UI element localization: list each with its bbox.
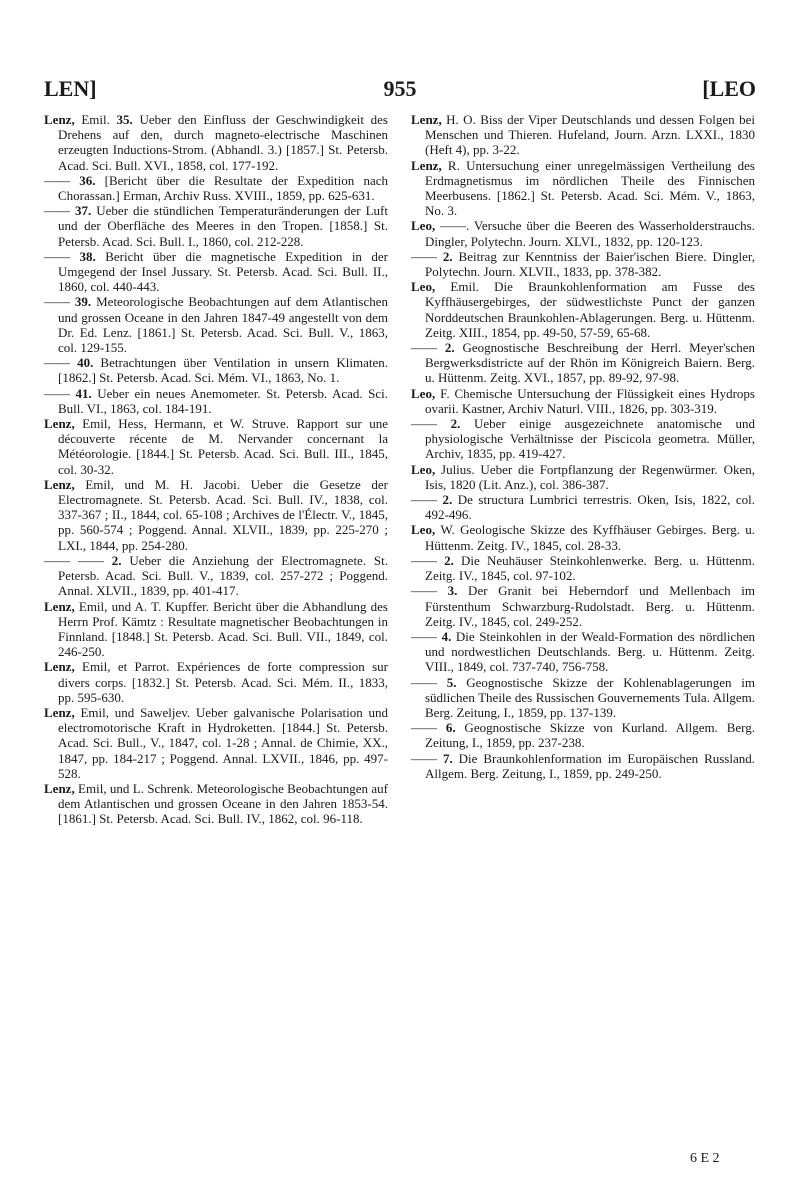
entry-text: Die Steinkohlen in der Weald-Formation des nördlichen und nordwestlichen Deutschlands. Berg. u. Hüttenm. Zeitg. VIII., 1849, col. 737-740, 756-758. [425,628,755,675]
left-column [44,112,388,827]
bibliography-entry [44,705,388,781]
page-header [44,76,756,106]
entry-author-detail: —— [411,674,437,690]
bibliography-entry [44,416,388,477]
entry-author-detail: —— [411,416,437,432]
bibliography-entry [44,659,388,705]
entry-author-detail: Emil, und M. H. Jacobi. [85,476,240,492]
entry-author-detail: —— [44,172,70,188]
entry-author-detail: —— [411,628,437,644]
bibliography-entry [411,386,755,416]
entry-text: Biss der Viper Deutschlands und dessen Folgen bei Menschen und Thieren. Hufeland, Journ. Arzn. LXXI., 1830 (Heft 4), pp. 3-22. [425,112,755,158]
bibliography-entry [411,158,755,219]
entry-author-detail: Emil, und L. Schrenk. [78,780,194,796]
entry-text: Die Neuhäuser Steinkohlenwerke. Berg. u. Hüttenm. Zeitg. IV., 1845, col. 97-102. [425,552,756,584]
bibliography-entry [411,675,755,721]
entry-author: Lenz, [411,157,448,173]
bibliography-entry [44,599,388,660]
bibliography-entry [411,416,755,462]
entry-author: Lenz, [44,780,79,796]
bibliography-entry [411,249,755,279]
entry-number: 2. [437,340,455,356]
bibliography-entry [44,294,388,355]
entry-text: Die Braunkohlenformation am Fusse des Kyffhäusergebirges, der südwestlichste Punct der ganzen Norddeutschen Braunkohlen-Ablagerungen. Berg. u. Hüttenm. Zeitg. XIII., 1854, pp. 49-50, 57-59, 65-68. [425,279,755,340]
entry-number: 2. [437,552,454,568]
entry-author: Lenz, [44,659,82,675]
bibliography-entry [44,355,388,385]
entry-text: Betrachtungen über Ventilation in unsern Klimaten. [1862.] St. Petersb. Acad. Sci. Mém. VI., 1863, No. 1. [58,355,388,386]
entry-number: 40. [70,355,94,371]
bibliography-entry [411,279,755,340]
entry-number: 2. [437,416,461,432]
entry-text: Ueber die Gesetze der Electromagnete. St. Petersb. Acad. Sci. Bull. IV., 1838, col. 337-367 ; II., 1844, col. 65-108 ; Archives de l'Électr. V., 1845, pp. 560-574 ; Poggend. Annal. XLVII., 1839, pp. 225-270 ; LXI., 1844, pp. 254-280. [58,476,388,553]
entry-author-detail: Emil, und A. T. Kupffer. [78,598,209,614]
entry-author-detail: —— [411,552,437,568]
entry-author-detail: Emil, et Parrot. [82,659,170,675]
bibliography-entry [411,751,755,781]
entry-number: 7. [437,750,453,766]
entry-number: 2. [103,552,122,568]
entry-author-detail: —— [411,583,437,599]
entry-text: Meteorologische Beobachtungen auf dem Atlantischen und grossen Oceane in den Jahren 1853-54. [1861.] St. Petersb. Acad. Sci. Bull. IV., 1862, col. 96-118. [58,780,388,827]
entry-author: Leo, [411,461,442,477]
entry-author-detail: Julius. [441,461,475,477]
entry-text: Bericht über die magnetische Expedition in der Umgegend der Insel Jussary. St. Petersb. Acad. Sci. Bull. II., 1860, col. 440-443. [58,248,389,295]
entry-text: Meteorologische Beobachtungen auf dem Atlantischen und grossen Oceane in den Jahren 1847-49 angestellt von dem Dr. Ed. Lenz. [1861.] St. Petersb. Acad. Sci. Bull. V., 1863, col. 129-155. [58,294,389,356]
entry-author-detail: —— —— [44,552,104,568]
bibliography-entry [411,583,755,629]
entry-author: Lenz, [44,704,81,720]
entry-text: Ueber ein neues Anemometer. St. Petersb. Acad. Sci. Bull. VI., 1863, col. 184-191. [58,385,389,416]
entry-author-detail: W. [440,522,455,538]
entry-author-detail: R. [447,157,460,173]
entry-text: Die Braunkohlenformation im Europäischen Russland. Allgem. Berg. Zeitung, I., 1859, pp. 249-250. [425,750,755,781]
bibliography-entry [411,340,755,386]
entry-text: Ueber die Anziehung der Electromagnete. St. Petersb. Acad. Sci. Bull. V., 1839, col. 257-272 ; Poggend. Annal. XLVII., 1839, pp. 401-417. [58,552,389,599]
entry-author-detail: ——. [440,218,470,234]
entry-author: Lenz, [44,598,79,614]
entry-text: Untersuchung einer unregelmässigen Vertheilung des Erdmagnetismus im nördlichen Theile des Finnischen Meerbusens. [1862.] St. Petersb. Acad. Sci. Mém. V., 1863, No. 3. [425,157,755,219]
bibliography-entry [411,720,755,750]
entry-text: Der Granit bei Heberndorf und Mellenbach im Fürstenthum Schwarzburg-Rudolstadt. Berg. u. Hüttenm. Zeitg. IV., 1845, col. 249-252. [425,583,755,629]
entry-author-detail: —— [411,340,437,356]
entry-text: De structura Lumbrici terrestris. Oken, Isis, 1822, col. 492-496. [425,492,755,523]
entry-number: 37. [70,203,92,219]
bibliography-entry [44,173,388,203]
page-number: 955 [383,76,417,101]
entry-author-detail: Emil. [450,279,479,295]
bibliography-entry [44,386,388,416]
bibliography-entry [411,522,755,552]
entry-text: Expériences de forte compression sur divers corps. [1832.] St. Petersb. Acad. Sci. Mém. II., 1833, pp. 595-630. [58,659,388,705]
entry-text: Beitrag zur Kenntniss der Baier'ischen Biere. Dingler, Polytechn. Journ. XLVII., 1833, pp. 378-382. [425,248,755,280]
bibliography-entry [411,553,755,583]
entry-text: Ueber einige ausgezeichnete anatomische und physiologische Verhältnisse der Piscicola geometra. Müller, Archiv, 1835, pp. 419-427. [425,416,756,462]
entry-number: 2. [437,248,453,264]
entry-author: Lenz, [44,416,83,432]
entry-text: Ueber die stündlichen Temperaturänderungen der Luft und der Oberfläche des Meeres in den Tropen. [1858.] St. Petersb. Acad. Sci. Bull. I., 1860, col. 212-228. [58,203,389,249]
bibliography-entry [44,781,388,827]
entry-text: Ueber galvanische Polarisation und electromotorische Kraft in Hydroketten. [1844.] St. Petersb. Acad. Sci. Bull., V., 1847, col. 1-28 ; Annal. de Chimie, XX., 1847, pp. 184-217 ; Poggend. Annal. LXVII., 1846, pp. 497-528. [58,704,388,781]
bibliography-entry [44,553,388,599]
entry-text: Ueber die Fortpflanzung der Regenwürmer. Oken, Isis, 1820 (Lit. Anz.), col. 386-387. [425,461,755,492]
entry-author-detail: —— [44,203,70,219]
entry-text: Geognostische Skizze von Kurland. Allgem. Berg. Zeitung, I., 1859, pp. 237-238. [425,720,755,751]
entry-text: Versuche über die Beeren des Wasserholderstrauchs. Dingler, Polytechn. Journ. XLVI., 1832, pp. 120-123. [425,218,755,249]
entry-author-detail: —— [44,355,70,371]
entry-author-detail: H. O. [446,112,476,127]
entry-text: Geognostische Skizze der Kohlenablagerungen im südlichen Theile des Russischen Gouvernements Tula. Allgem. Berg. Zeitung, I., 1859, pp. 137-139. [425,674,756,720]
signature-mark: 6 E 2 [690,1151,720,1166]
bibliography-entry [411,629,755,675]
bibliography-entry [44,249,388,295]
header-right-range: [LEO [702,76,756,101]
entry-number: 38. [70,248,96,264]
entry-author-detail: —— [44,294,70,310]
right-column [411,112,755,781]
entry-number: 41. [70,385,92,401]
header-left-range: LEN] [44,76,97,101]
entry-number: 3. [437,583,458,599]
entry-author-detail: —— [44,248,70,264]
entry-number: 39. [70,294,92,310]
entry-author: Leo, [411,385,441,401]
bibliography-entry [411,462,755,492]
entry-text: Geognostische Beschreibung der Herrl. Meyer'schen Bergwerksdistricte auf der Rhön im Königreich Baiern. Berg. u. Hüttenm. Zeitg. XVI., 1857, pp. 89-92, 97-98. [425,340,756,386]
entry-author-detail: —— [411,248,437,264]
entry-author-detail: Emil, und Saweljev. [80,704,191,720]
entry-text: [Bericht über die Resultate der Expedition nach Chorassan.] Erman, Archiv Russ. XVIII., 1859, pp. 625-631. [58,172,388,204]
entry-author: Lenz, [44,112,82,127]
entry-author: Leo, [411,522,441,538]
entry-text: Geologische Skizze des Kyffhäuser Gebirges. Berg. u. Hüttenm. Zeitg. IV., 1845, col. 28-33. [425,522,755,553]
bibliography-entry [44,112,388,173]
entry-author-detail: Emil. [81,112,110,127]
bibliography-entry [411,218,755,248]
bibliography-entry [411,492,755,522]
entry-text: Rapport sur une découverte récente de M. Nervander concernant la Météorologie. [1844.] St. Petersb. Acad. Sci. Bull. III., 1845, col. 30-32. [58,416,388,477]
entry-author-detail: Emil, Hess, Hermann, et W. Struve. [82,416,289,432]
entry-author: Lenz, [44,476,86,492]
entry-author-detail: —— [44,385,70,401]
entry-text: Ueber den Einfluss der Geschwindigkeit des Drehens auf den, durch magneto-electrische Maschinen erzeugten Inductions-Strom. (Abhandl. 3.) [1857.] St. Petersb. Acad. Sci. Bull. XVI., 1858, col. 177-192. [58,112,388,173]
entry-number: 2. [437,492,453,508]
entry-number: 6. [437,720,456,736]
entry-number: 5. [437,674,457,690]
entry-number: 36. [70,172,96,188]
entry-number: 4. [437,628,452,644]
bibliography-entry [411,112,755,158]
bibliography-entry [44,477,388,553]
entry-author: Leo, [411,218,441,234]
bibliography-entry [44,203,388,249]
entry-author-detail: —— [411,720,437,736]
entry-author-detail: —— [411,750,437,766]
entry-author: Leo, [411,279,451,295]
entry-author-detail: —— [411,492,437,508]
entry-text: Bericht über die Abhandlung des Herrn Prof. Kämtz : Resultate magnetischer Beobachtungen in Finnland. [1848.] St. Petersb. Acad. Sci. Bull. VII., 1849, col. 246-250. [58,598,388,660]
entry-number: 35. [109,112,133,127]
entry-author: Lenz, [411,112,447,127]
entry-text: Chemische Untersuchung der Flüssigkeit eines Hydrops ovarii. Kastner, Archiv Naturl. VIII., 1826, pp. 303-319. [425,385,755,416]
entry-author-detail: F. [440,385,450,401]
